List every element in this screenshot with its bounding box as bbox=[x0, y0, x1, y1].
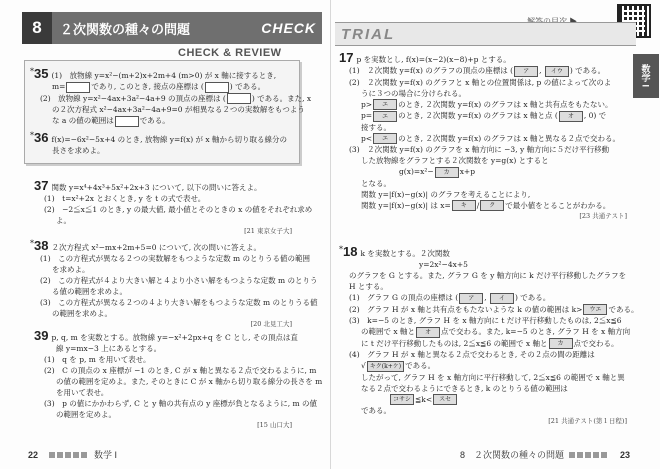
problem-text: ) である。 bbox=[229, 82, 266, 91]
problem-text: (3) この方程式が異なる２つの４より大きい解をもつような定数 m のとりうる値 bbox=[40, 298, 318, 307]
answer-blank: エ bbox=[373, 99, 397, 110]
problem-text: に t だけ平行移動したものは, 2≦x≦6 の範囲で x 軸と bbox=[361, 338, 548, 348]
footer-bar bbox=[569, 452, 609, 458]
answer-blank bbox=[227, 93, 251, 104]
problem-text: (2) グラフ H が x 軸と共有点をもたないような k の値の範囲は k> bbox=[349, 304, 583, 314]
problem-text: (2) この方程式が４より大きい解と４より小さい解をもつような定数 m のとりう bbox=[40, 276, 318, 285]
page-number: 23 bbox=[619, 449, 630, 460]
problem-text: 接する。 bbox=[361, 122, 391, 132]
problem-38: *38 ２次方程式 x²−mx+2m+5=0 について, 次の問いに答えよ。 (1) この方程式が異なる２つの実数解をもつような定数 m のとりうる値の範囲 を求めよ。 (2) この方程式が４より大きい解と４より小さい解をもつような定数 m のとりう る値の範囲を求めよ。 (3) この方程式が異なる２つの４より大きい解をもつような定数 m のとりうる値 の範囲を求めよ。 [20 北見工大] bbox=[30, 238, 318, 328]
problem-17: 17 p を実数とし, f(x)=(x−2)(x−8)+p とする。 (1) ２次関数 y=f(x) のグラフの頂点の座標は ( ア , イウ ) である。 (2) ２次関数 y=f(x) のグラフと x 軸との位置関係は, p の値によって次のよ うに３つの場合に分けられる。 p> エ のとき, ２次関数 y=f(x) のグラフは x 軸と共有点をもたない。 p= エ のとき, ２次関数 y=f(x) のグラフは x 軸と点 ( オ , 0) で 接する。 p< エ のとき, ２次関数 y=f(x) のグラフは x 軸と異なる２点で交わる。 (3) ２次関数 y=f(x) のグラフを x 軸方向に −3, y 軸方向に５だけ平行移動 した放物線をグラフとする２次関数を y=g(x) とすると g(x)=x²− カ x+p となる。 関数 y=|f(x)−g(x)| のグラフを考えることにより, 関数 y=|f(x)−g(x)| は x= キ / ク で最小値をとることがわかる。 [23 共通テスト] bbox=[339, 50, 631, 222]
footer-chapter: 8 ２次関数の種々の問題 bbox=[459, 450, 564, 460]
problem-text: g(x)=x²− bbox=[399, 167, 434, 176]
problem-text: した放物線をグラフとする２次関数を y=g(x) とすると bbox=[361, 156, 549, 165]
problem-source: [15 山口大] bbox=[257, 421, 292, 429]
right-footer bbox=[460, 448, 636, 461]
problem-text: p= bbox=[361, 111, 373, 120]
answer-blank: ア bbox=[459, 293, 483, 304]
problem-text: (1) q を p, m を用いて表せ。 bbox=[44, 355, 151, 364]
problem-text: のとき, ２次関数 y=f(x) のグラフは x 軸と点 ( bbox=[398, 111, 558, 120]
problem-text: (3) p の値にかかわらず, C と y 軸の共有点の y 座標が負となるように, m の値 bbox=[44, 399, 317, 408]
check-review-heading: CHECK & REVIEW bbox=[178, 47, 282, 59]
answer-blank: ウエ bbox=[583, 304, 607, 315]
page-number: 22 bbox=[28, 449, 39, 460]
problem-text: ≦k< bbox=[415, 394, 433, 404]
problem-36: *36 f(x)=−6x²−5x+4 のとき, 放物線 y=f(x) が x 軸から切り取る線分の 長さを求めよ。 bbox=[30, 130, 296, 156]
answer-blank: オ bbox=[416, 327, 440, 338]
problem-text: の範囲を定めよ。 bbox=[56, 410, 116, 419]
problem-text: ) である。 bbox=[569, 66, 606, 75]
problem-text: p を実数とし, f(x)=(x−2)(x−8)+p とする。 bbox=[356, 55, 511, 64]
problem-source: [21 共通テスト(第１日程)] bbox=[548, 417, 627, 425]
trial-header bbox=[335, 22, 636, 46]
problem-18: *18 k を実数とする。２次関数 y=2x²−4x+5 のグラフを G とする。また, グラフ G を y 軸方向に k だけ平行移動したグラフを H とする。 (1) グラフ G の頂点の座標は ( ア , イ ) である。 (2) グラフ H が x 軸と共有点をもたないような k の値の範囲は k> ウエ である。 (3) k=−5 のとき, グラフ H を x 軸方向に t だけ平行移動したものは, 2≦x≦6 の範囲で x 軸と オ 点で交わる。また, k=−5 のとき, グラフ H を x 軸方向 に t だけ平行移動したものは, 2≦x≦6 の範囲で x 軸と カ 点で交わる。 (4) グラフ H が x 軸と異なる２点で交わるとき, その２点の間の距離は √ キク(k+ケ) である。 したがって, グラフ H を x 軸方向に平行移動して, 2≦x≦6 の範囲で x 軸と異 なる２点で交わるようにできるとき, k のとりうる値の範囲は コサシ ≦k< スセ である。 [21 共通テスト(第１日程)] bbox=[339, 244, 639, 425]
problem-text: 点で交わる。 bbox=[573, 338, 619, 348]
problem-text: を用いて表せ。 bbox=[56, 388, 109, 397]
problem-text: 関数 y=|f(x)−g(x)| のグラフを考えることにより, bbox=[361, 189, 531, 199]
problem-text: 関数 y=|f(x)−g(x)| は x= bbox=[361, 200, 451, 210]
problem-text: である。 bbox=[608, 304, 639, 314]
right-page bbox=[330, 0, 660, 469]
problem-text: で最小値をとることがわかる。 bbox=[505, 200, 611, 210]
problem-text: (2) 放物線 y=x²−4ax+3a²−4a+9 の頂点の座標は ( bbox=[40, 93, 226, 103]
problem-text: (4) グラフ H が x 軸と異なる２点で交わるとき, その２点の間の距離は bbox=[349, 350, 595, 359]
problem-35: *35 (1) 放物線 y=x²−(m+2)x+2m+4 (m>0) が x 軸に接するとき, m= であり, このとき, 接点の座標は ( ) である。 (2) 放物線 y=x²−4ax+3a²−4a+9 の頂点の座標は ( ) である。また, x の２次方程式 x²−4ax+3a²−4a+9=0 が相異なる２つの実数解をもつよう な a の値の範囲は である。 bbox=[30, 66, 312, 125]
answer-blank: オ bbox=[559, 111, 583, 122]
problem-text: のとき, ２次関数 y=f(x) のグラフは x 軸と共有点をもたない。 bbox=[398, 99, 613, 109]
problem-text: (1) 放物線 y=x²−(m+2)x+2m+4 (m>0) が x 軸に接するとき, bbox=[51, 71, 277, 80]
problem-text: p, q, m を実数とする。放物線 y=−x²+2px+q を C とし, その頂点は直 bbox=[51, 333, 298, 342]
answer-blank: キ bbox=[452, 200, 476, 211]
problem-text: (3) ２次関数 y=f(x) のグラフを x 軸方向に −3, y 軸方向に５だけ平行移動 bbox=[349, 145, 610, 154]
answer-blank: カ bbox=[549, 338, 573, 349]
problem-text: したがって, グラフ H を x 軸方向に平行移動して, 2≦x≦6 の範囲で x 軸と異 bbox=[361, 372, 625, 382]
problem-text: x+p bbox=[459, 167, 476, 176]
problem-text: (2) C の頂点の x 座標が −1 のとき, C が x 軸と異なる２点で交わるように, m bbox=[44, 366, 317, 375]
problem-text: (2) ２次関数 y=f(x) のグラフと x 軸との位置関係は, p の値によって次のよ bbox=[349, 77, 612, 87]
problem-text: である。 bbox=[139, 116, 170, 125]
answer-blank: エ bbox=[373, 133, 397, 144]
problem-source: [20 北見工大] bbox=[250, 320, 292, 328]
problem-text: (1) t=x²+2x とおくとき, y を t の式で表せ。 bbox=[44, 194, 206, 203]
subject-side-tab[interactable]: 数学 I bbox=[633, 54, 659, 98]
problem-text: p< bbox=[361, 133, 373, 143]
answer-blank: キク(k+ケ) bbox=[367, 361, 404, 372]
problem-text: 関数 y=x⁴+4x³+5x²+2x+3 について, 以下の問いに答えよ。 bbox=[51, 183, 262, 192]
problem-text: f(x)=−6x²−5x+4 のとき, 放物線 y=f(x) が x 軸から切り取る線分の bbox=[51, 135, 288, 144]
problem-text: m= bbox=[52, 82, 66, 91]
problem-number: 35 bbox=[34, 66, 49, 81]
problem-text: 長さを求めよ。 bbox=[52, 146, 105, 155]
problem-source: [23 共通テスト] bbox=[579, 212, 627, 220]
problem-text: , 0) で bbox=[583, 111, 607, 120]
problem-text: (2) −2≦x≦1 のとき, y の最大値, 最小値とそのときの x の値をそれぞれ求め bbox=[44, 205, 313, 214]
problem-number: 36 bbox=[34, 130, 49, 145]
problem-text: (1) この方程式が異なる２つの実数解をもつような定数 m のとりうる値の範囲 bbox=[40, 254, 311, 263]
problem-number: 39 bbox=[34, 328, 49, 343]
answer-blank: エ bbox=[373, 111, 397, 122]
problem-text: p> bbox=[361, 99, 373, 109]
problem-text: である。 bbox=[361, 406, 391, 415]
problem-text: 線 y=mx−3 上にあるとする。 bbox=[56, 344, 162, 353]
footer-bar bbox=[49, 452, 89, 458]
problem-text: (1) ２次関数 y=f(x) のグラフの頂点の座標は ( bbox=[349, 66, 514, 75]
answer-blank: イウ bbox=[545, 66, 569, 77]
trial-label: TRIAL bbox=[341, 25, 396, 43]
problem-text: ２次方程式 x²−mx+2m+5=0 について, 次の問いに答えよ。 bbox=[51, 243, 261, 252]
problem-text: のとき, ２次関数 y=f(x) のグラフは x 軸と異なる２点で交わる。 bbox=[398, 133, 621, 143]
problem-text: であり, このとき, 接点の座標は ( bbox=[91, 82, 204, 91]
problem-text: の範囲で x 軸と bbox=[361, 327, 415, 336]
problem-text: の値の範囲を定めよ。また, そのときに C が x 軸から切り取る線分の長さを m bbox=[56, 377, 323, 386]
chapter-title: ２次関数の種々の問題 bbox=[60, 21, 191, 37]
answer-blank bbox=[205, 82, 229, 93]
problem-number: 18 bbox=[343, 244, 358, 259]
answer-blank: コサシ bbox=[390, 394, 414, 405]
problem-number: 38 bbox=[34, 238, 49, 253]
left-footer bbox=[22, 448, 117, 461]
problem-text: k を実数とする。２次関数 bbox=[360, 249, 450, 258]
answer-blank: スセ bbox=[433, 394, 457, 405]
problem-text: の２次方程式 x²−4ax+3a²−4a+9=0 が相異なる２つの実数解をもつよう bbox=[52, 105, 305, 114]
answer-blank: ア bbox=[514, 66, 538, 77]
problem-text: 点で交わる。また, k=−5 のとき, グラフ H を x 軸方向 bbox=[441, 327, 631, 336]
problem-text: なる２点で交わるようにできるとき, k のとりうる値の範囲は bbox=[361, 383, 568, 393]
problem-text: のグラフを G とする。また, グラフ G を y 軸方向に k だけ平行移動したグラフを bbox=[349, 271, 627, 280]
problem-text: の範囲を求めよ。 bbox=[52, 309, 112, 318]
problem-text: る値の範囲を求めよ。 bbox=[52, 287, 127, 296]
chapter-number: 8 bbox=[22, 12, 52, 44]
problem-number: 37 bbox=[34, 178, 49, 193]
problem-39 bbox=[34, 328, 323, 431]
problem-text: よ。 bbox=[56, 216, 71, 225]
answer-blank bbox=[66, 82, 90, 93]
problem-text: ) である。 bbox=[514, 293, 551, 302]
problem-text: H とする。 bbox=[349, 282, 388, 291]
problem-text: な a の値の範囲は bbox=[52, 116, 114, 125]
answer-blank: ク bbox=[480, 200, 504, 211]
problem-text: を求めよ。 bbox=[52, 265, 90, 274]
check-label: CHECK bbox=[261, 20, 316, 36]
problem-text: (3) k=−5 のとき, グラフ H を x 軸方向に t だけ平行移動したものは, 2≦x≦6 bbox=[349, 316, 622, 325]
answer-blank: カ bbox=[435, 167, 459, 178]
footer-subject: 数学 I bbox=[94, 450, 118, 460]
problem-37 bbox=[34, 178, 313, 237]
answer-blank: イ bbox=[490, 293, 514, 304]
chapter-header bbox=[22, 12, 322, 44]
problem-text: となる。 bbox=[361, 178, 391, 188]
problem-text: y=2x²−4x+5 bbox=[419, 260, 468, 269]
problem-text: (1) グラフ G の頂点の座標は ( bbox=[349, 293, 459, 302]
problem-text: ) である。また, x bbox=[251, 93, 312, 103]
problem-text: である。 bbox=[405, 361, 436, 370]
answer-blank bbox=[115, 116, 139, 127]
problem-source: [21 東京女子大] bbox=[244, 227, 292, 235]
problem-number: 17 bbox=[339, 50, 354, 65]
problem-text: うに３つの場合に分けられる。 bbox=[361, 88, 466, 98]
